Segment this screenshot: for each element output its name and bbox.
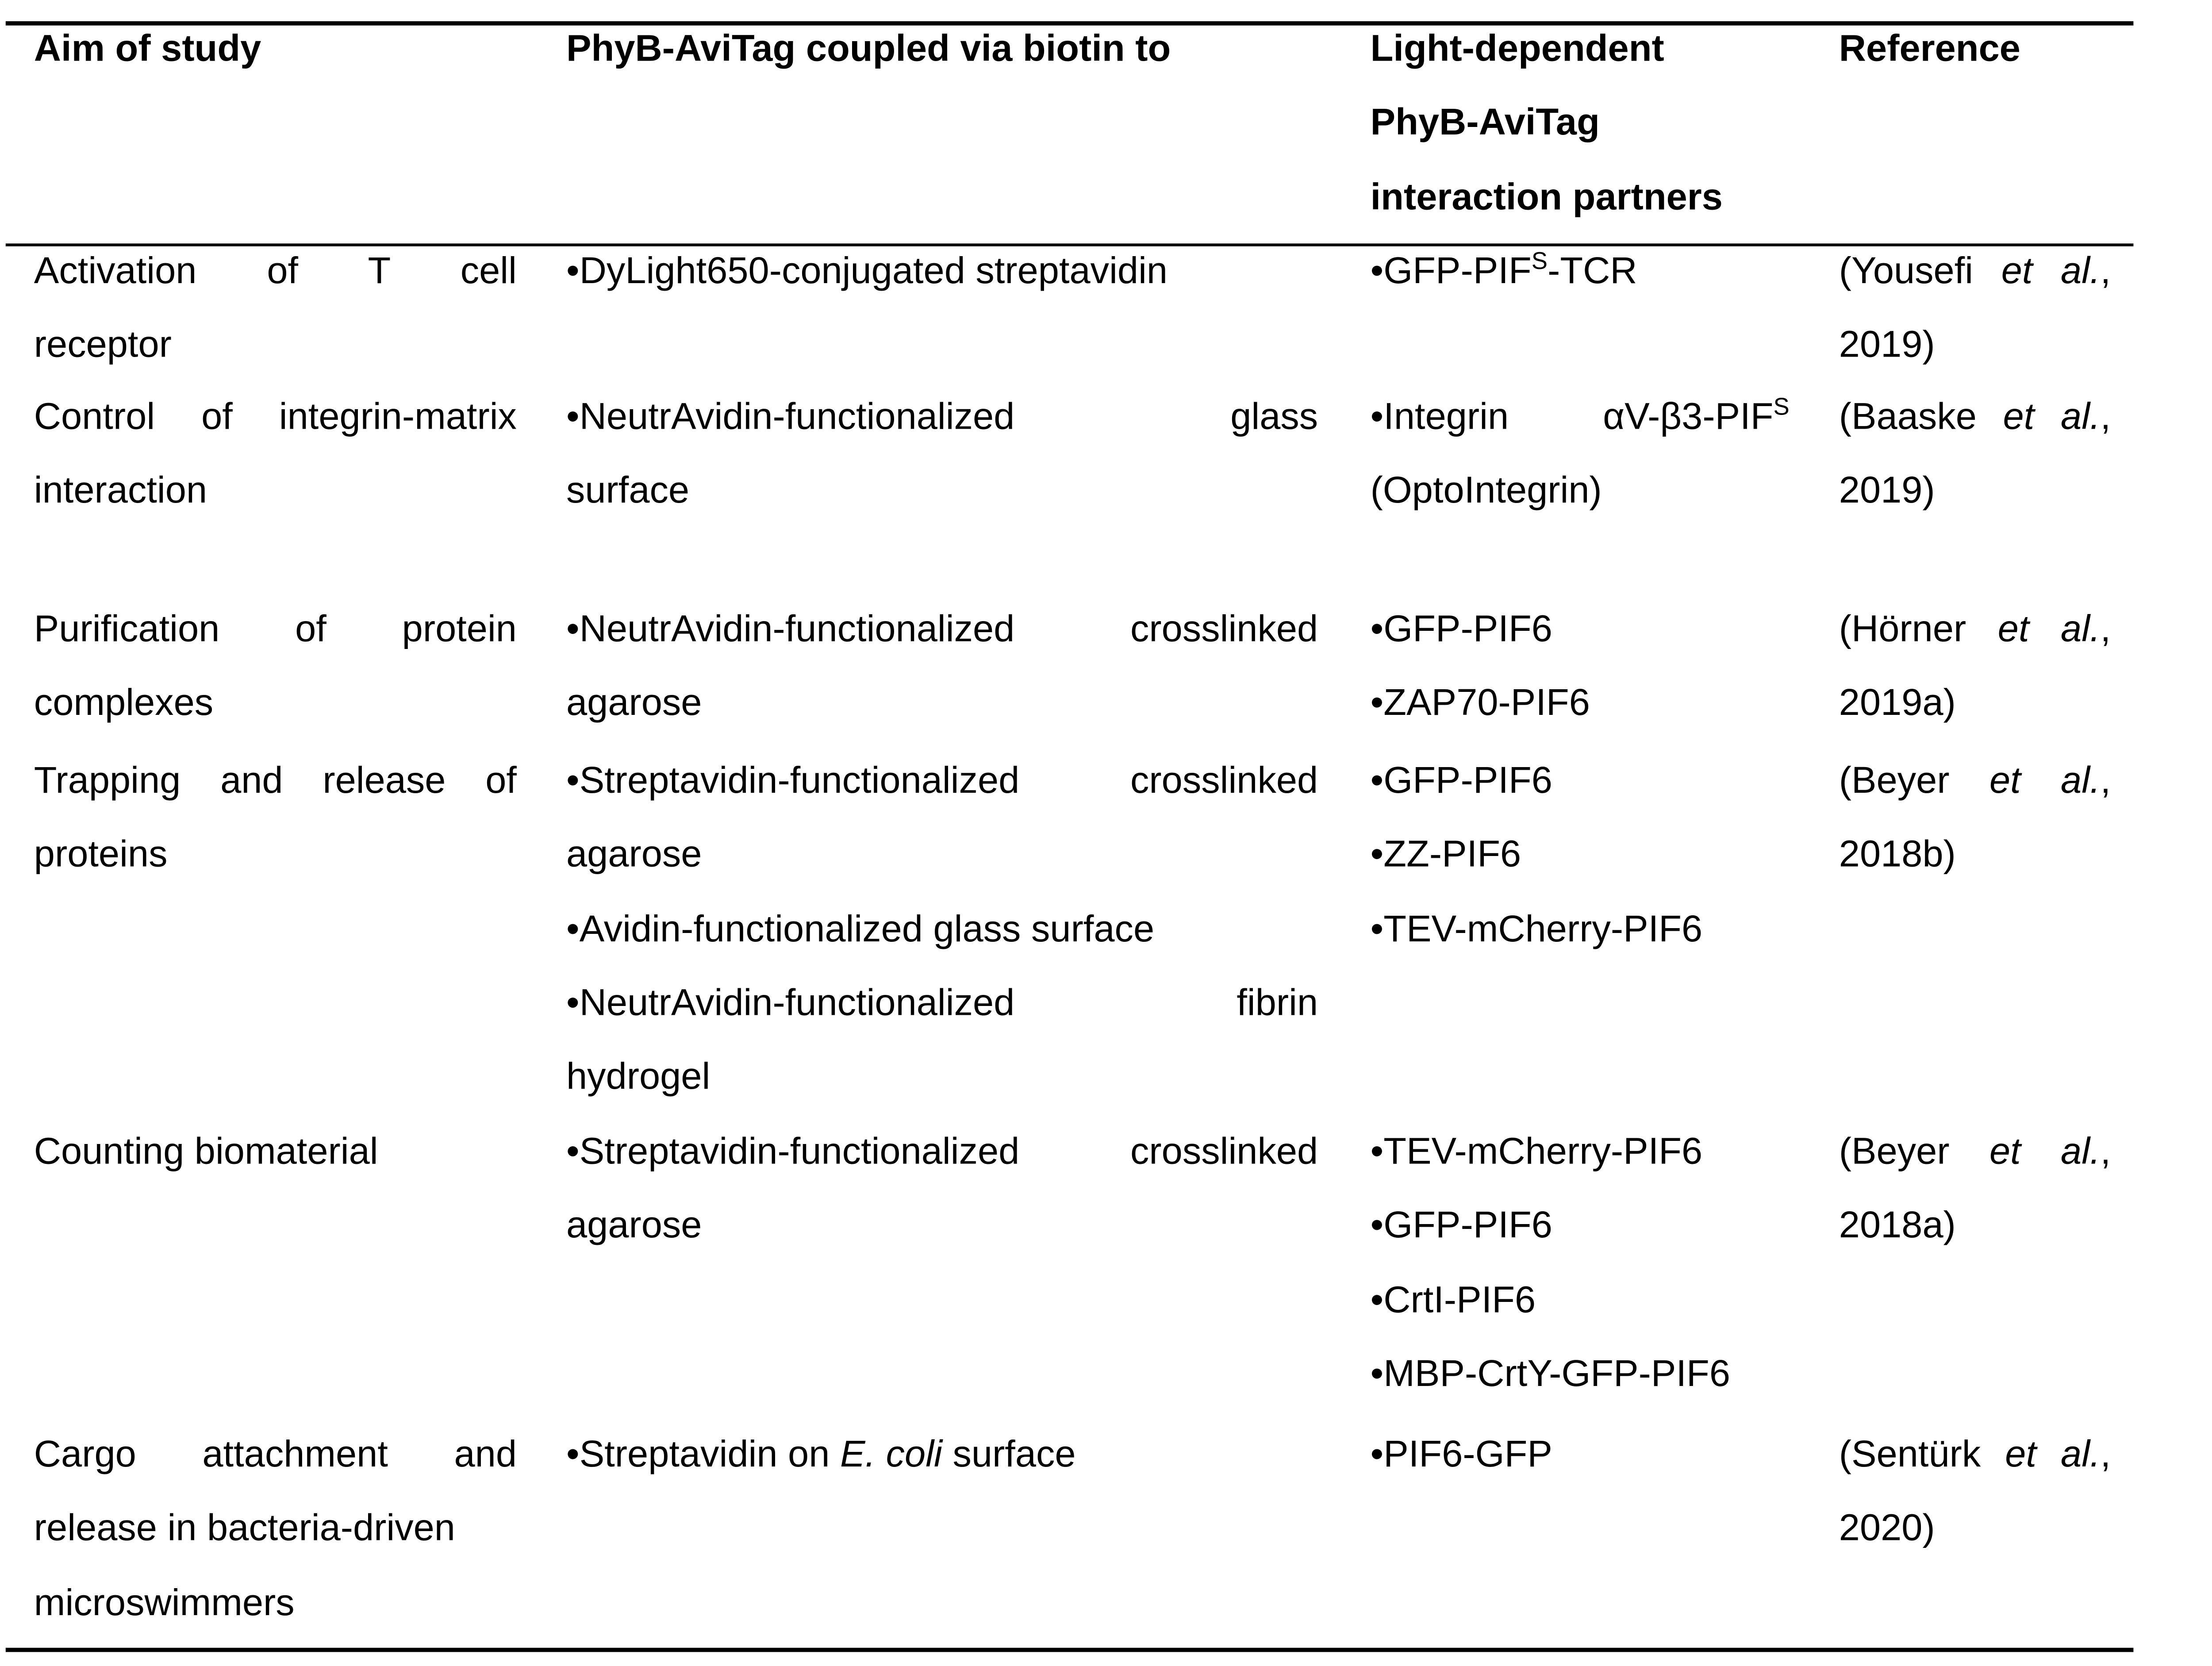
row-3-coupled-line2: agarose xyxy=(566,681,702,724)
header-partners-line1: Light-dependent xyxy=(1370,27,1664,69)
table-row-4-reference xyxy=(1839,743,2111,891)
row-5-ref-author: (Beyer xyxy=(1839,1129,1989,1172)
row-4-ref-etal: et al. xyxy=(1989,759,2101,802)
row-3-aim-line2: complexes xyxy=(34,681,214,724)
row-3-coupled-line1: •NeutrAvidin-functionalized crosslinked xyxy=(566,607,1318,650)
row-4-coupled-line2: agarose xyxy=(566,833,702,875)
row-1-aim-line2: receptor xyxy=(34,323,172,366)
row-2-ref-year: 2019) xyxy=(1839,469,1935,512)
row-6-coupled-species: E. coli xyxy=(840,1432,942,1475)
table-row-3-aim xyxy=(34,592,517,740)
row-2-aim-line2: interaction xyxy=(34,469,207,512)
row-2-ref-etal: et al. xyxy=(2003,395,2101,438)
row-1-aim-line1: Activation of T cell xyxy=(34,249,517,292)
row-6-ref-author: (Sentürk xyxy=(1839,1432,2005,1475)
table-row-6-aim xyxy=(34,1417,517,1639)
row-4-aim-line2: proteins xyxy=(34,833,168,875)
row-1-partner-line1 xyxy=(1371,234,1790,307)
row-5-coupled-line1: •Streptavidin-functionalized crosslinked xyxy=(566,1129,1318,1172)
row-5-ref-line1 xyxy=(1839,1114,2111,1188)
table-row-4-partners xyxy=(1371,743,1790,965)
row-6-ref-etal: et al. xyxy=(2005,1432,2101,1475)
row-6-coupled-prefix: •Streptavidin on xyxy=(566,1432,840,1475)
table-row-2-reference xyxy=(1839,380,2111,528)
row-4-ref-author: (Beyer xyxy=(1839,759,1989,802)
row-1-ref-comma: , xyxy=(2100,249,2111,292)
row-5-coupled-line2: agarose xyxy=(566,1203,702,1246)
row-5-ref-comma: , xyxy=(2100,1129,2111,1172)
row-5-partner-4: •MBP-CrtY-GFP-PIF6 xyxy=(1370,1351,1730,1394)
row-4-coupled-line1: •Streptavidin-functionalized crosslinked xyxy=(566,759,1318,802)
header-partners-line2: PhyB-AviTag xyxy=(1370,101,1600,144)
table-row-3-reference xyxy=(1839,592,2111,740)
row-1-coupled-line1: •DyLight650-conjugated streptavidin xyxy=(566,249,1168,292)
row-4-coupled-line4: •NeutrAvidin-functionalized fibrin xyxy=(566,981,1318,1024)
table-row-1-coupled xyxy=(566,234,1318,307)
row-2-partner-line1 xyxy=(1371,380,1790,453)
row-3-partner-1: •GFP-PIF6 xyxy=(1370,607,1552,650)
table-row-6-coupled xyxy=(566,1417,1318,1491)
header-aim xyxy=(34,12,517,85)
row-5-partner-1: •TEV-mCherry-PIF6 xyxy=(1370,1129,1703,1172)
row-5-ref-etal: et al. xyxy=(1989,1129,2101,1172)
table-row-5-aim xyxy=(34,1114,517,1188)
row-1-partner-text: •GFP-PIF xyxy=(1370,249,1532,292)
table-row-4-coupled xyxy=(566,743,1318,1113)
row-6-aim-line1: Cargo attachment and xyxy=(34,1432,517,1475)
table-row-1-aim xyxy=(34,234,517,382)
row-1-ref-etal: et al. xyxy=(2001,249,2101,292)
row-3-ref-etal: et al. xyxy=(1997,607,2101,650)
row-2-ref-author: (Baaske xyxy=(1839,395,2003,438)
row-1-ref-year: 2019) xyxy=(1839,323,1935,366)
table-row-4-aim xyxy=(34,743,517,891)
row-3-ref-comma: , xyxy=(2100,607,2111,650)
row-6-partner-1: •PIF6-GFP xyxy=(1370,1432,1552,1475)
row-6-aim-line2: release in bacteria-driven xyxy=(34,1506,455,1549)
row-6-ref-line1 xyxy=(1839,1417,2111,1491)
row-3-partner-2: •ZAP70-PIF6 xyxy=(1370,681,1590,724)
table-row-2-aim xyxy=(34,380,517,528)
header-reference xyxy=(1839,12,2111,85)
row-3-ref-line1 xyxy=(1839,592,2111,666)
table-row-3-coupled xyxy=(566,592,1318,740)
row-1-partner-suffix: -TCR xyxy=(1548,249,1637,292)
header-reference-text: Reference xyxy=(1839,27,2020,69)
table-row-5-reference xyxy=(1839,1114,2111,1262)
row-3-ref-author: (Hörner xyxy=(1839,607,1998,650)
row-2-aim-line1: Control of integrin-matrix xyxy=(34,395,517,438)
row-2-ref-comma: , xyxy=(2100,395,2111,438)
row-6-coupled-line1 xyxy=(566,1417,1318,1491)
row-4-ref-year: 2018b) xyxy=(1839,833,1956,875)
row-4-partner-3: •TEV-mCherry-PIF6 xyxy=(1370,906,1703,949)
row-5-partner-3: •CrtI-PIF6 xyxy=(1370,1278,1536,1321)
header-coupled-text: PhyB-AviTag coupled via biotin to xyxy=(566,27,1171,69)
header-coupled xyxy=(566,12,1318,85)
row-2-coupled-line2: surface xyxy=(566,469,690,512)
row-6-ref-year: 2020) xyxy=(1839,1506,1935,1549)
row-2-ref-line1 xyxy=(1839,380,2111,453)
row-4-partner-1: •GFP-PIF6 xyxy=(1370,759,1552,802)
table-row-6-partners xyxy=(1371,1417,1790,1491)
table-row-1-reference xyxy=(1839,234,2111,382)
table-row-5-coupled xyxy=(566,1114,1318,1262)
table-row-2-coupled xyxy=(566,380,1318,528)
row-4-coupled-line3: •Avidin-functionalized glass surface xyxy=(566,906,1155,949)
table-row-5-partners xyxy=(1371,1114,1790,1410)
header-partners xyxy=(1371,12,1790,234)
row-4-ref-comma: , xyxy=(2100,759,2111,802)
table-row-6-reference xyxy=(1839,1417,2111,1565)
row-4-coupled-line5: hydrogel xyxy=(566,1055,710,1098)
table-row-3-partners xyxy=(1371,592,1790,740)
row-1-ref-line1 xyxy=(1839,234,2111,307)
row-4-ref-line1 xyxy=(1839,743,2111,817)
row-2-partner-line2: (OptoIntegrin) xyxy=(1370,469,1602,512)
header-aim-text: Aim of study xyxy=(34,27,261,69)
row-3-ref-year: 2019a) xyxy=(1839,681,1956,724)
row-1-ref-author: (Yousefi xyxy=(1839,249,2001,292)
row-2-partner-superscript: S xyxy=(1773,393,1790,421)
row-6-aim-line3: microswimmers xyxy=(34,1581,295,1624)
row-3-aim-line1: Purification of protein xyxy=(34,607,517,650)
row-4-partner-2: •ZZ-PIF6 xyxy=(1370,833,1521,875)
row-1-partner-superscript: S xyxy=(1531,248,1548,275)
row-2-coupled-line1: •NeutrAvidin-functionalized glass xyxy=(566,395,1318,438)
row-6-coupled-suffix: surface xyxy=(942,1432,1076,1475)
row-5-ref-year: 2018a) xyxy=(1839,1203,1956,1246)
table-row-2-partners xyxy=(1371,380,1790,528)
row-4-aim-line1: Trapping and release of xyxy=(34,759,517,802)
row-2-partner-text: •Integrin αV-β3-PIF xyxy=(1370,395,1774,438)
table-row-1-partners xyxy=(1371,234,1790,307)
row-6-ref-comma: , xyxy=(2100,1432,2111,1475)
bottom-rule xyxy=(6,1648,2134,1652)
header-partners-line3: interaction partners xyxy=(1370,175,1723,218)
row-5-partner-2: •GFP-PIF6 xyxy=(1370,1203,1552,1246)
row-5-aim-line1: Counting biomaterial xyxy=(34,1129,378,1172)
